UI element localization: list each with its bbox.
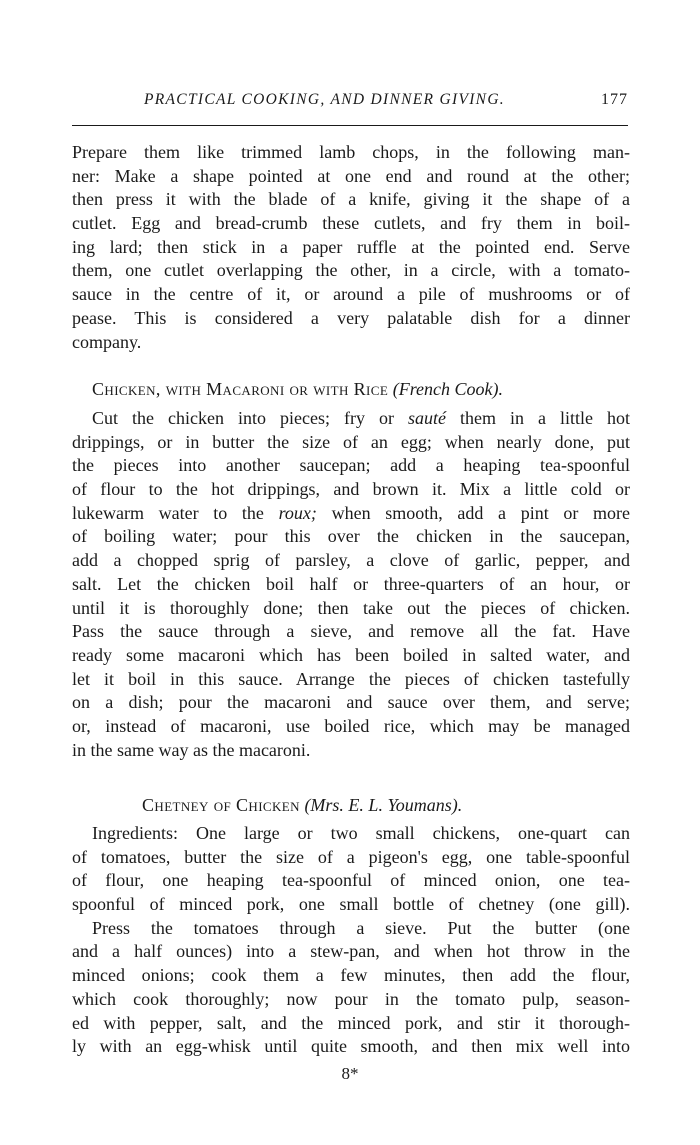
text-line	[72, 407, 630, 431]
text-line: of flour, one heaping tea-spoonful of minced onion, one tea-	[72, 870, 630, 891]
text-segment: Cut the chicken into pieces; fry or	[92, 408, 394, 428]
header-rule	[72, 125, 628, 126]
text-line: the pieces into another saucepan; add a heaping tea-spoonful	[72, 455, 630, 476]
page-number: 177	[601, 91, 628, 108]
text-line: which cook thoroughly; now pour in the tomato pulp, season-	[72, 988, 630, 1009]
text-line	[72, 502, 630, 526]
text-line: until it is thoroughly done; then take out the pieces of chicken.	[72, 597, 630, 618]
text-line: ner: Make a shape pointed at one end and round at the other;	[72, 165, 630, 186]
text-segment: lukewarm water to the	[72, 502, 264, 523]
recipe-title-chicken-macaroni	[92, 377, 650, 401]
italic-term: roux;	[278, 502, 317, 523]
text-line: of boiling water; pour this over the chicken in the saucepan,	[72, 526, 630, 547]
recipe-title-chetney	[142, 793, 700, 817]
text-line: ly with an egg-whisk until quite smooth, and then mix well into	[72, 1036, 630, 1057]
text-line: minced onions; cook them a few minutes, then add the flour,	[72, 965, 630, 986]
text-line: Pass the sauce through a sieve, and remove all the fat. Have	[72, 621, 630, 642]
text-line: then press it with the blade of a knife, giving it the shape of a	[72, 189, 630, 210]
text-line: ing lard; then stick in a paper ruffle at the pointed end. Serve	[72, 236, 630, 257]
chicken-macaroni-paragraph	[72, 407, 630, 762]
recipe-title-main: Chetney of Chicken	[142, 795, 300, 815]
chetney-paragraph	[72, 822, 630, 1059]
cutlets-paragraph	[72, 141, 630, 354]
text-line: spoonful of minced pork, one small bottle of chetney (one gill).	[72, 894, 630, 915]
text-line: of tomatoes, butter the size of a pigeon's egg, one table-spoonful	[72, 846, 630, 867]
text-line: ed with pepper, salt, and the minced pork, and stir it thorough-	[72, 1012, 630, 1033]
text-line: in the same way as the macaroni.	[72, 739, 311, 760]
text-line: company.	[72, 331, 142, 352]
recipe-title-source: (French Cook).	[392, 379, 503, 399]
text-line: Prepare them like trimmed lamb chops, in the following man-	[72, 142, 630, 162]
text-line: drippings, or in butter the size of an egg; when nearly done, put	[72, 431, 630, 452]
text-line: salt. Let the chicken boil half or three-quarters of an hour, or	[72, 573, 630, 594]
text-line: them, one cutlet overlapping the other, in a circle, with a tomato-	[72, 260, 630, 281]
text-line: and a half ounces) into a stew-pan, and when hot throw in the	[72, 941, 630, 962]
running-title: PRACTICAL COOKING, AND DINNER GIVING.	[144, 91, 505, 108]
text-line: cutlet. Egg and bread-crumb these cutlets, and fry them in boil-	[72, 213, 630, 234]
text-line: pease. This is considered a very palatable dish for a dinner	[72, 307, 630, 328]
text-line: add a chopped sprig of parsley, a clove of garlic, pepper, and	[72, 550, 630, 571]
italic-term: sauté	[407, 408, 446, 428]
text-line: let it boil in this sauce. Arrange the pieces of chicken tastefully	[72, 668, 630, 689]
signature-mark: 8*	[341, 1064, 359, 1083]
header-bar	[72, 91, 628, 115]
text-line: ready some macaroni which has been boiled in salted water, and	[72, 644, 630, 665]
text-line: sauce in the centre of it, or around a pile of mushrooms or of	[72, 284, 630, 305]
text-segment: when smooth, add a pint or more	[331, 502, 631, 523]
text-segment: them in a little hot	[460, 408, 631, 428]
recipe-title-source: (Mrs. E. L. Youmans).	[304, 795, 463, 815]
text-line: or, instead of macaroni, use boiled rice, which may be managed	[72, 715, 630, 736]
recipe-title-main: Chicken, with Macaroni or with Rice	[92, 379, 389, 399]
text-line: of flour to the hot drippings, and brown it. Mix a little cold or	[72, 479, 630, 500]
text-line: Press the tomatoes through a sieve. Put the butter (one	[92, 917, 630, 938]
text-line: Ingredients: One large or two small chickens, one-quart can	[92, 823, 630, 843]
text-line: on a dish; pour the macaroni and sauce over them, and serve;	[72, 692, 630, 713]
